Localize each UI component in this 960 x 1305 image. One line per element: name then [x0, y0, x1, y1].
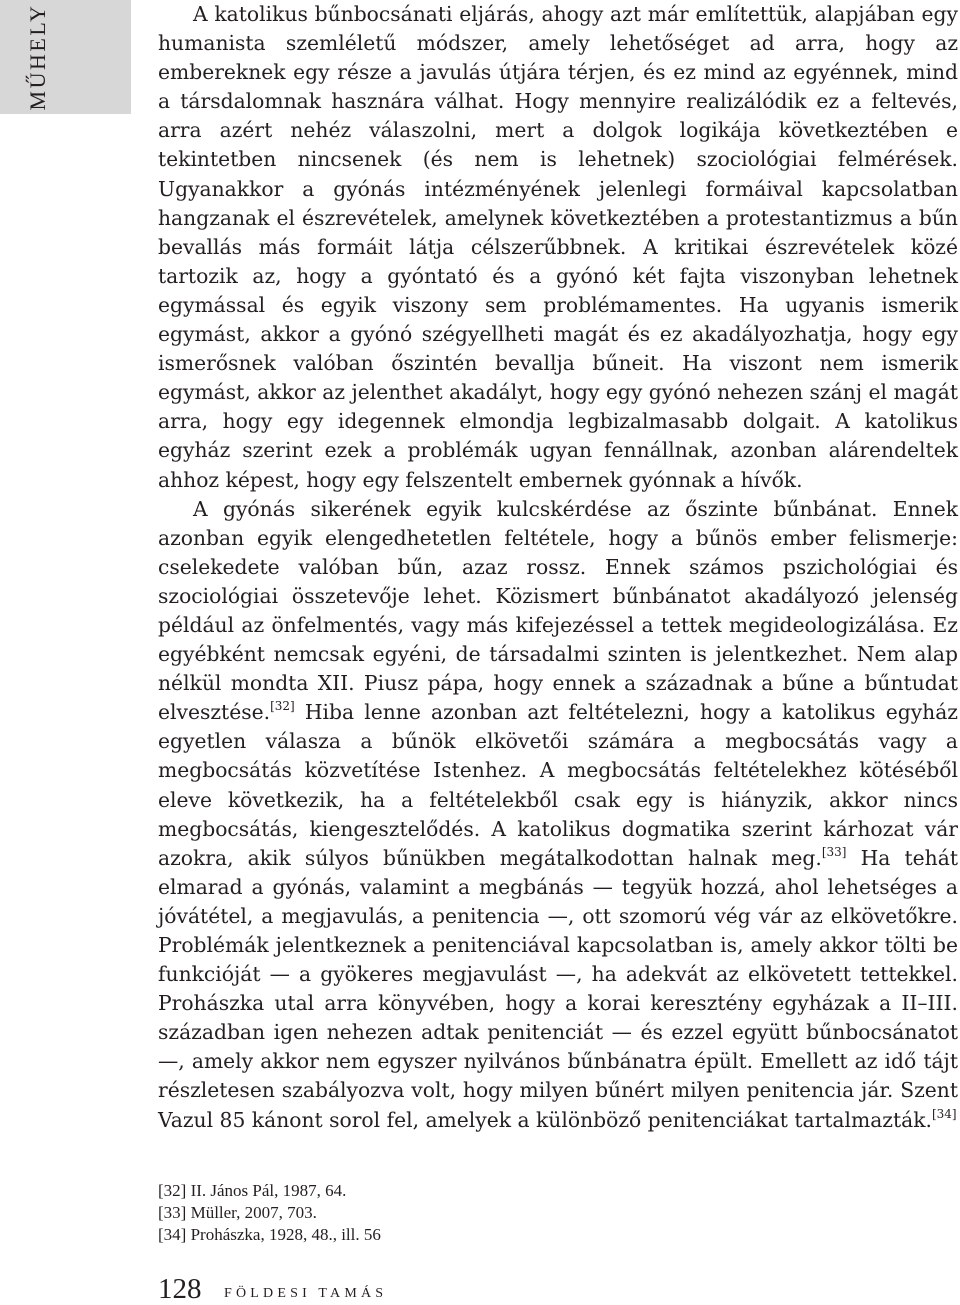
paragraph-text: Ha tehát elmarad a gyónás, valamint a megbánás — tegyük hozzá, ahol lehetséges a jóvátétel, a megjavulás, a penitencia —, ott szomorú vég vár az elkövetőkre. Problémák jelentkeznek a penitenciával kapcsolatban is, amely akkor tölti be funkcióját — a gyökeres megjavulást —, ha adekvát az elkövetett tettekkel. Prohászka utal arra könyvében, hogy a korai keresztény egyházak a II–III. században igen nehezen adtak penitenciát — és ezzel együtt bűnbocsánatot —, amely akkor nem egyszer nyilvános bűnbánatra épült. Emellett az idő tájt részletesen szabályozva volt, hogy milyen bűnért milyen penitencia jár. Szent Vazul 85 kánont sorol fel, amelyek a különböző penitenciákat tartalmazták. [158, 845, 958, 1132]
footnote: [33] Müller, 2007, 703. [158, 1203, 317, 1222]
paragraph-text: A gyónás sikerének egyik kulcskérdése az őszinte bűnbánat. Ennek azonban egyik elengedhetetlen feltétele, hogy a bűnös ember felismerje: cselekedete valóban bűn, azaz rossz. Ennek számos pszichológiai és szociológiai összetevője lehet. Közismert bűnbánatot akadályozó jelenség például az önfelmentés, vagy más kifejezéssel a tettek megideologizálása. Ez egyébként nemcsak egyéni, de társadalmi szinten is jelentkezhet. Nem alap nélkül mondta XII. Piusz pápa, hogy ennek a századnak a bűne a bűntudat elvesztése. [158, 496, 958, 725]
section-tab [0, 0, 131, 114]
footnote-ref: [33] [821, 844, 847, 859]
footnotes [158, 1180, 858, 1246]
paragraph-text: Hiba lenne azonban azt feltételezni, hogy a katolikus egyház egyetlen válasza a bűnök elkövetői számára a megbocsátás vagy a megbocsátás közvetítése Istenhez. A megbocsátás feltételekhez kötéséből eleve következik, ha a feltételekből csak egy is hiányzik, akkor nincs megbocsátás, kiengesztelődés. A katolikus dogmatika szerint kárhozat vár azokra, akik súlyos bűnükben megátalkodottan halnak meg. [158, 700, 958, 870]
paragraph-1 [158, 0, 958, 495]
page-number: 128 [158, 1273, 202, 1305]
footnote: [34] Prohászka, 1928, 48., ill. 56 [158, 1225, 381, 1244]
running-footer-author: FÖLDESI TAMÁS [224, 1286, 388, 1301]
footnote-ref: [34] [931, 1106, 957, 1121]
paragraph-text: A katolikus bűnbocsánati eljárás, ahogy azt már említettük, alapjában egy humanista szemléletű módszer, amely lehetőséget ad arra, hogy az embereknek egy része a javulás útjára térjen, és ez mind az egyénnek, mind a társdalomnak hasznára válhat. Hogy mennyire realizálódik ez a feltevés, arra azért nehéz válaszolni, mert a dolgok logikája következtében e tekintetben nincsenek (és nem is lehetnek) szociológiai felmérések. Ugyanakkor a gyónás intézményének jelenlegi formáival kapcsolatban hangzanak el észrevételek, amelynek következtében a protestantizmus a bűn bevallás más formáit látja célszerűbbnek. A kritikai észrevételek közé tartozik az, hogy a gyóntató és a gyónó két fajta viszonyban lehetnek egymással és egyik viszony sem problémamentes. Ha ugyanis ismerik egymást, akkor a gyónó szégyellheti magát és ez akadályozhatja, hogy egy ismerősnek valóban őszintén bevallja bűneit. Ha viszont nem ismerik egymást, akkor az jelenthet akadályt, hogy egy gyónó nehezen szánj el magát arra, hogy egy idegennek elmondja legbizalmasabb dolgait. A katolikus egyház szerint ezek a problémák ugyan fennállnak, azonban alárendeltek ahhoz képest, hogy egy felszentelt embernek gyónnak a hívők. [158, 2, 958, 492]
footnote: [32] II. János Pál, 1987, 64. [158, 1181, 347, 1200]
main-text [158, 0, 958, 1135]
footnote-ref: [32] [270, 699, 295, 714]
paragraph-2 [158, 495, 958, 1135]
section-tab-label: MŰHELY [25, 3, 50, 111]
